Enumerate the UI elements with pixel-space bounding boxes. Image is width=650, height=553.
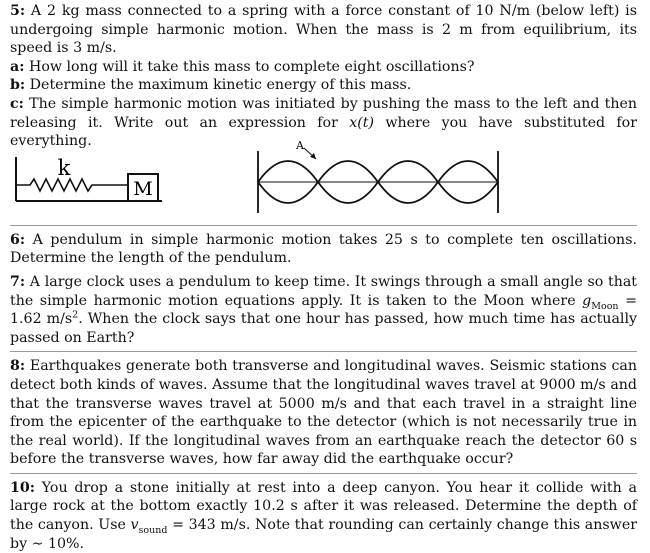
problem-6-text: A pendulum in simple harmonic motion takes 25 s to complete ten oscillations. Determine the length of the pendulum. [10,231,637,267]
problem-7-text-after: . When the clock says that one hour has passed, how much time has actually passed on Earth? [10,311,637,346]
problem-10-text-before: You drop a stone initially at rest into a deep canyon. You hear it collide with a large rock at the bottom exactly 10.2 s after it was released. Determine the depth of the canyon. Use [10,479,637,534]
problem-10 [10,479,637,553]
problem-5-part-b [10,76,637,95]
part-a-label: a: [10,58,25,75]
standing-wave-figure [258,139,498,213]
amplitude-label: A [296,138,304,152]
problem-5 [10,2,637,58]
part-c-label: c: [10,95,24,112]
mass-label: M [133,177,153,200]
wave-lower-curve [258,182,498,203]
v-subscript: sound [138,524,168,536]
g-subscript: Moon [591,300,619,312]
part-b-text: Determine the maximum kinetic energy of this mass. [25,77,412,94]
problem-8-text: Earthquakes generate both transverse and longitudinal waves. Seismic stations can detect both kinds of waves. Assume that the longitudinal waves travel at 9000 m/s and that the transverse waves travel at 5000 m/s and that each travel in a straight line from the epicenter of the earthquake to the detector (which is not necessarily true in the real world). If the longitudinal waves from an earthquake reach the detector 60 s before the transverse waves, how far away did the earthquake occur? [10,358,637,468]
problem-8-number: 8: [10,358,26,375]
divider-1 [10,225,637,226]
problem-5-number: 5: [10,3,26,19]
part-c-text-before: The simple harmonic motion was initiated by pushing the mass to the left and then releasing it. Write out an expression for [10,95,637,131]
figures-svg [10,138,637,221]
unit-superscript: 2 [72,309,79,321]
part-a-text: How long will it take this mass to complete eight oscillations? [24,58,475,75]
divider-2 [10,351,637,352]
spring-mass-figure [16,156,162,201]
problem-7-number: 7: [10,273,26,290]
divider-3 [10,473,637,474]
problem-8 [10,357,637,469]
spring-coil [16,179,128,191]
problem-6 [10,231,637,268]
problem-6-number: 6: [10,231,26,248]
part-b-label: b: [10,77,26,94]
problem-10-number: 10: [10,479,35,496]
worksheet-page [10,2,637,553]
problem-10-text-after: = 343 m/s. Note that rounding can certainly change this answer by ∼ 10%. [10,517,637,552]
problem-7-text-mid: = 1.62 m/s [10,292,638,328]
spring-constant-label: k [57,155,71,180]
problem-5-part-c [10,95,637,151]
problem-5-part-a [10,58,637,77]
part-c-math: x(t) [349,114,375,131]
problem-7-text-before: A large clock uses a pendulum to keep time. It swings through a small angle so that the simple harmonic motion equations apply. It is taken to the Moon where [10,273,637,309]
figures-row [10,138,637,221]
g-variable: g [582,292,592,309]
part-c-text-after: where you have substituted for everything. [10,114,637,150]
v-variable: v [130,517,139,534]
problem-5-text: A 2 kg mass connected to a spring with a force constant of 10 N/m (below left) is undergoing simple harmonic motion. When the mass is 2 m from equilibrium, its speed is 3 m/s. [10,3,637,57]
problem-7 [10,273,637,347]
wave-upper-curve [258,161,498,182]
